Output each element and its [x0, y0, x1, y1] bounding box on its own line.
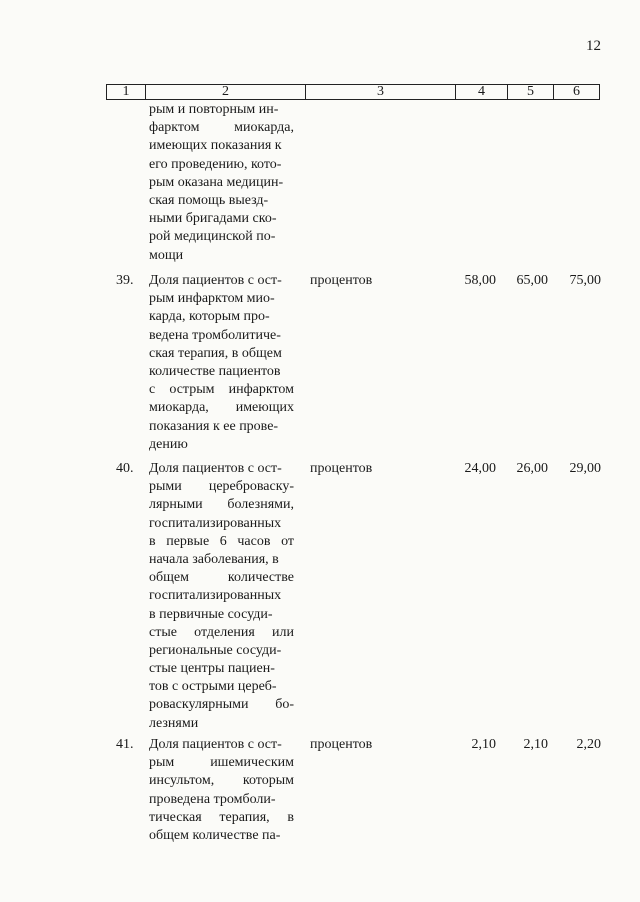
text-line: проведена тромболи- — [149, 791, 276, 807]
text-line: рым и повторным ин- — [149, 102, 279, 117]
indicator-text — [149, 736, 294, 845]
value-col-6: 29,00 — [569, 461, 601, 476]
text-line: мощи — [149, 247, 184, 263]
value-col-4: 2,10 — [471, 737, 496, 752]
text-line: в первичные сосуди- — [149, 606, 273, 622]
column-header-3: 3 — [305, 85, 455, 99]
continuation-text — [149, 101, 294, 265]
text-line: Доля пациентов с ост- — [149, 461, 282, 476]
value-col-4: 58,00 — [464, 273, 496, 288]
text-line: миокарда, имеющих — [149, 400, 294, 416]
text-line: рой медицинской по- — [149, 229, 276, 245]
text-line: Доля пациентов с ост- — [149, 273, 282, 288]
text-line: ская терапия, в общем — [149, 345, 282, 361]
text-line: ведена тромболитиче- — [149, 327, 281, 343]
text-line: Доля пациентов с ост- — [149, 737, 282, 752]
value-col-5: 2,10 — [523, 737, 548, 752]
column-header-row — [106, 84, 600, 100]
value-col-6: 75,00 — [569, 273, 601, 288]
text-line: госпитализированных — [149, 515, 282, 531]
value-col-4: 24,00 — [464, 461, 496, 476]
text-line: рыми цереброваску- — [149, 479, 294, 495]
text-line: госпитализированных — [149, 588, 282, 604]
value-col-5: 65,00 — [516, 273, 548, 288]
value-col-5: 26,00 — [516, 461, 548, 476]
column-header-5: 5 — [507, 85, 553, 99]
text-line: стые центры пациен- — [149, 661, 275, 677]
indicator-text — [149, 460, 294, 733]
unit-label: процентов — [310, 461, 373, 476]
page-number: 12 — [586, 38, 601, 54]
unit-label: процентов — [310, 273, 373, 288]
text-line: тическая терапия, в — [149, 809, 294, 825]
column-header-1: 1 — [122, 84, 130, 99]
column-header-6: 6 — [553, 85, 599, 99]
text-line: рым оказана медицин- — [149, 174, 284, 190]
value-col-6: 2,20 — [576, 737, 601, 752]
text-line: показания к ее прове- — [149, 418, 279, 434]
unit-label: процентов — [310, 737, 373, 752]
text-line: общем количестве па- — [149, 827, 281, 843]
text-line: начала заболевания, в — [149, 551, 279, 567]
text-line: стые отделения или — [149, 624, 294, 640]
text-line: количестве пациентов — [149, 363, 281, 379]
text-line: имеющих показания к — [149, 138, 282, 154]
text-line: ская помощь выезд- — [149, 192, 269, 208]
row-number: 39. — [116, 273, 134, 288]
column-header-4: 4 — [455, 85, 507, 99]
indicator-text — [149, 272, 294, 454]
text-line: с острым инфарктом — [149, 382, 294, 398]
text-line: рым инфарктом мио- — [149, 291, 275, 307]
text-line: роваскулярными бо- — [149, 697, 294, 713]
text-line: региональные сосуди- — [149, 642, 282, 658]
text-line: фарктом миокарда, — [149, 120, 294, 136]
text-line: инсультом, которым — [149, 773, 294, 789]
text-line: его проведению, кото- — [149, 156, 282, 172]
text-line: в первые 6 часов от — [149, 533, 294, 549]
column-header-2: 2 — [145, 85, 305, 99]
text-line: карда, которым про- — [149, 309, 270, 325]
text-line: лезнями — [149, 715, 199, 731]
row-number: 40. — [116, 461, 134, 476]
text-line: ными бригадами ско- — [149, 211, 277, 227]
text-line: тов с острыми цереб- — [149, 679, 277, 695]
text-line: рым ишемическим — [149, 755, 294, 771]
text-line: общем количестве — [149, 570, 294, 586]
text-line: лярными болезнями, — [149, 497, 294, 513]
text-line: дению — [149, 436, 188, 452]
row-number: 41. — [116, 737, 134, 752]
